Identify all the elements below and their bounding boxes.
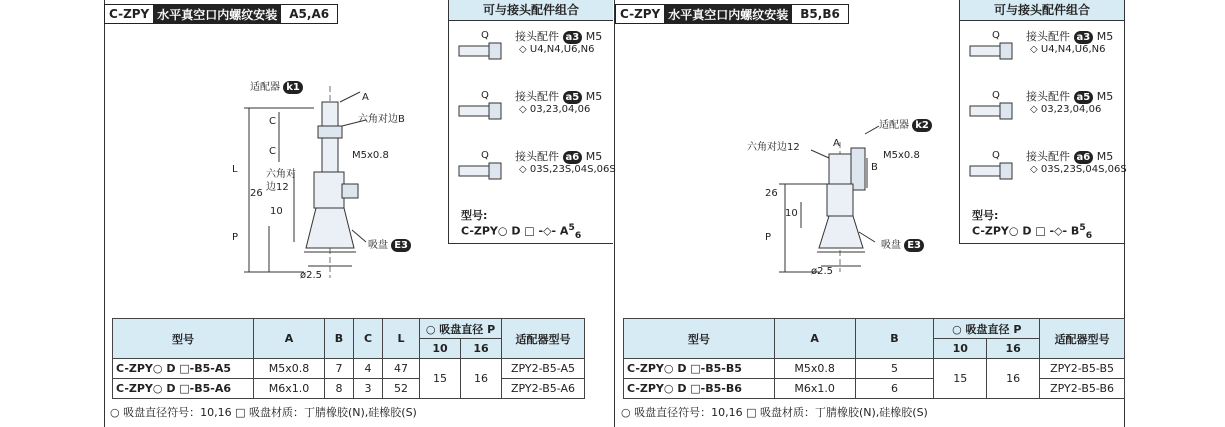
combo-sizes: ◇ 03S,23S,04S,06S (519, 164, 616, 175)
dim-p: P (765, 232, 772, 243)
col-a: A (254, 319, 325, 359)
combo-item: Q 接头配件 a3 M5 ◇ U4,N4,U6,N6 (449, 24, 613, 80)
mount-title: 水平真空口内螺纹安装 (664, 5, 792, 23)
table-row: C-ZPY○ D □-B5-A6 M6x1.0 8 3 52 ZPY2-B5-A6 (113, 379, 585, 399)
combo-title: 可与接头配件组合 (449, 0, 613, 21)
right-panel (615, 0, 1125, 427)
col-adapter: 适配器型号 (1040, 319, 1125, 359)
left-panel (104, 0, 614, 427)
col-diameter: ○ 吸盘直径 P (420, 319, 502, 339)
left-drawing (104, 22, 444, 312)
dim-c1: C (269, 116, 276, 127)
dim-b: B (871, 162, 878, 173)
cup-badge: E3 (904, 239, 924, 252)
dim-thread: M5x0.8 (352, 150, 389, 161)
dim-phi: ø2.5 (811, 266, 834, 277)
dim-26: 26 (765, 188, 778, 199)
adapter-label: 适配器 k2 (879, 116, 932, 132)
right-drawing (615, 22, 955, 312)
table-row: C-ZPY○ D □-B5-B5 M5x0.8 5 15 16 ZPY2-B5-B5 (624, 359, 1125, 379)
series-code: C-ZPY (105, 5, 153, 23)
dim-10: 10 (785, 208, 798, 219)
model-number-format: 型号: C-ZPY○ D □ -◇- $A^5_6$ (461, 209, 582, 241)
table-row: C-ZPY○ D □-B5-B6 M6x1.0 6 ZPY2-B5-B6 (624, 379, 1125, 399)
left-drawing-svg (104, 22, 444, 312)
adapter-badge: k1 (283, 81, 303, 94)
col-d10: 10 (420, 339, 461, 359)
col-diameter: ○ 吸盘直径 P (934, 319, 1040, 339)
combo-fitting-label: 接头配件 a6 M5 (515, 150, 603, 163)
combo-sizes: ◇ 03,23,04,06 (519, 104, 591, 115)
col-model: 型号 (113, 319, 254, 359)
left-spec-table (112, 318, 585, 399)
combo-fitting-label: 接头配件 a5 M5 (1026, 90, 1114, 103)
combo-fitting-label: 接头配件 a5 M5 (515, 90, 603, 103)
dim-hex12: 六角对边12 (747, 142, 800, 153)
cup-label: 吸盘 E3 (881, 236, 924, 252)
table-row: C-ZPY○ D □-B5-A5 M5x0.8 7 4 47 15 16 ZPY2-B5-A5 (113, 359, 585, 379)
right-spec-table (623, 318, 1125, 399)
col-adapter: 适配器型号 (502, 319, 585, 359)
combo-item: Q 接头配件 a5 M5 ◇ 03,23,04,06 (449, 84, 613, 140)
dim-10: 10 (270, 206, 283, 217)
combo-sizes: ◇ 03,23,04,06 (1030, 104, 1102, 115)
dim-hex-b: 六角对边B (358, 114, 405, 125)
footnote: ○ 吸盘直径符号：10,16 □ 吸盘材质：丁腈橡胶(N),硅橡胶(S) (621, 406, 928, 419)
fitting-combo-box (448, 0, 616, 244)
model-suffixes: B5,B6 (792, 5, 848, 23)
combo-sizes: ◇ U4,N4,U6,N6 (519, 44, 595, 55)
adapter-label: 适配器 k1 (250, 78, 303, 94)
dim-26: 26 (250, 188, 263, 199)
col-model: 型号 (624, 319, 775, 359)
col-d16: 16 (461, 339, 502, 359)
combo-title: 可与接头配件组合 (960, 0, 1124, 21)
col-a: A (774, 319, 855, 359)
cup-badge: E3 (391, 239, 411, 252)
combo-item: Q 接头配件 a3 M5 ◇ U4,N4,U6,N6 (960, 24, 1124, 80)
col-d10: 10 (934, 339, 987, 359)
cup-label: 吸盘 E3 (368, 236, 411, 252)
col-l: L (383, 319, 420, 359)
left-header (104, 4, 338, 24)
combo-item: Q 接头配件 a5 M5 ◇ 03,23,04,06 (960, 84, 1124, 140)
footnote: ○ 吸盘直径符号：10,16 □ 吸盘材质：丁腈橡胶(N),硅橡胶(S) (110, 406, 417, 419)
combo-fitting-label: 接头配件 a3 M5 (515, 30, 603, 43)
col-d16: 16 (987, 339, 1040, 359)
model-number-format: 型号: C-ZPY○ D □ -◇- $B^5_6$ (972, 209, 1093, 241)
combo-sizes: ◇ 03S,23S,04S,06S (1030, 164, 1127, 175)
col-c: C (354, 319, 383, 359)
combo-fitting-label: 接头配件 a6 M5 (1026, 150, 1114, 163)
dim-p: P (232, 232, 239, 243)
dim-a: A (833, 138, 840, 149)
right-drawing-svg (615, 22, 955, 312)
fitting-combo-box (959, 0, 1127, 244)
dim-l: L (232, 164, 238, 175)
mount-title: 水平真空口内螺纹安装 (153, 5, 281, 23)
model-suffixes: A5,A6 (281, 5, 337, 23)
combo-item: Q 接头配件 a6 M5 ◇ 03S,23S,04S,06S (960, 144, 1124, 200)
dim-thread: M5x0.8 (883, 150, 920, 161)
dim-phi: ø2.5 (300, 270, 323, 281)
combo-fitting-label: 接头配件 a3 M5 (1026, 30, 1114, 43)
adapter-badge: k2 (912, 119, 932, 132)
col-b: B (855, 319, 934, 359)
col-b: B (325, 319, 354, 359)
dim-a: A (362, 92, 369, 103)
combo-item: Q 接头配件 a6 M5 ◇ 03S,23S,04S,06S (449, 144, 613, 200)
dim-hex12: 六角对 边12 (266, 169, 296, 193)
dim-c2: C (269, 146, 276, 157)
combo-sizes: ◇ U4,N4,U6,N6 (1030, 44, 1106, 55)
right-header (615, 4, 849, 24)
series-code: C-ZPY (616, 5, 664, 23)
